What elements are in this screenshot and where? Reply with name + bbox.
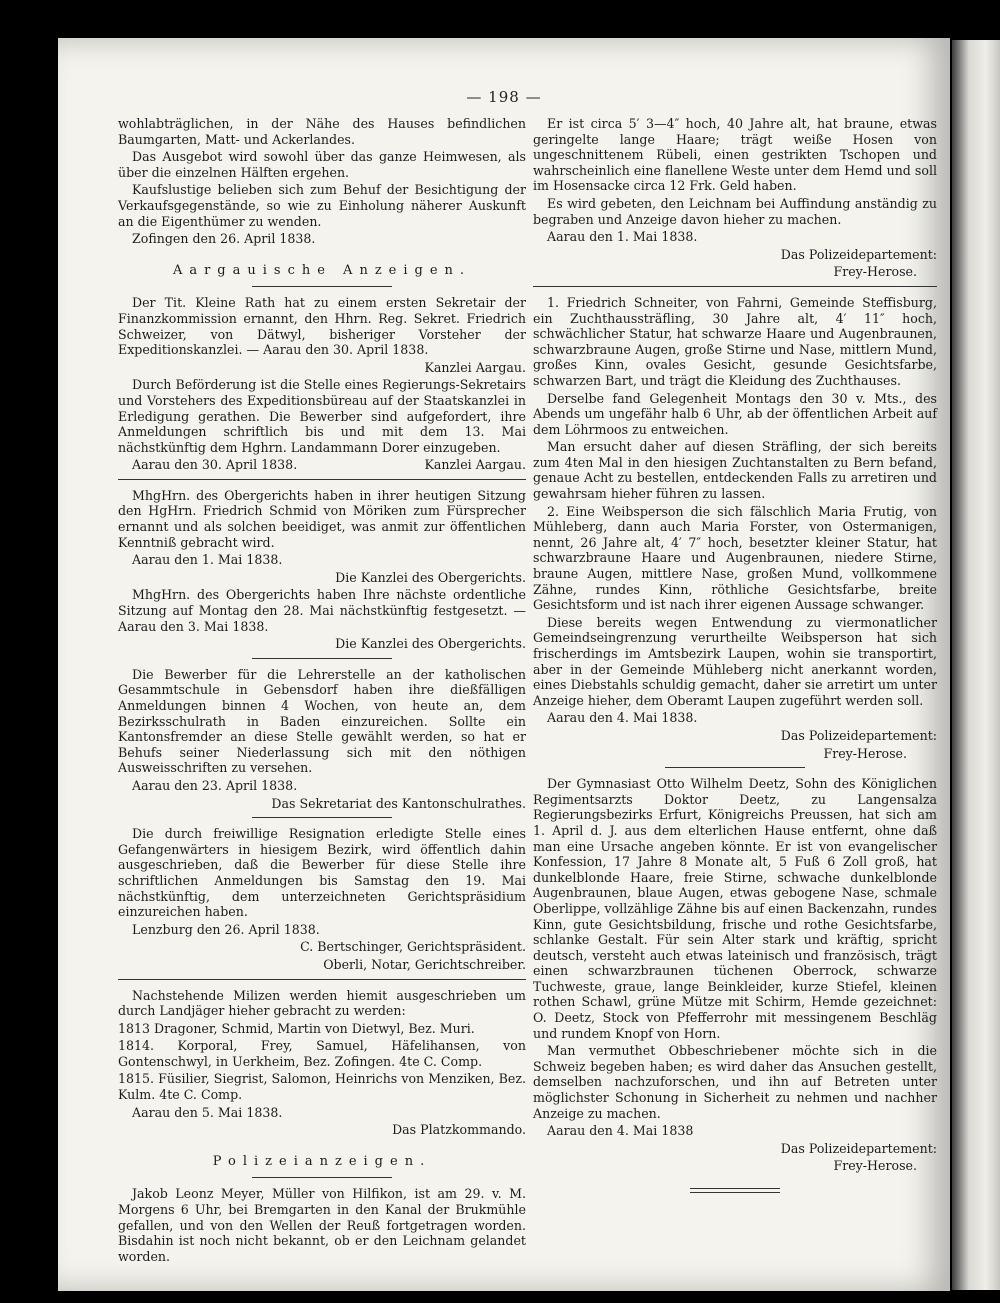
newspaper-page — [58, 38, 950, 1291]
signature: C. Bertschinger, Gerichtspräsident. — [300, 939, 526, 955]
signature: Frey-Herose. — [823, 745, 907, 761]
notice-text: Es wird gebeten, den Leichnam bei Auffindung anständig zu begraben und Anzeige davon hieher zu machen. — [533, 195, 937, 227]
signature: Kanzlei Aargau. — [424, 359, 526, 375]
divider — [118, 479, 526, 480]
notice-text: Man vermuthet Obbeschriebener möchte sich in die Schweiz begeben haben; es wird daher das Ansuchen gestellt, demselben nachzuforschen, und ihn auf Betreten unter möglichster Schonung in Sicherheit zu nehmen und nachher Anzeige zu machen. — [533, 1043, 937, 1121]
page-edge — [952, 40, 1000, 1290]
notice-text: Derselbe fand Gelegenheit Montags den 30 v. Mts., des Abends um ungefähr halb 6 Uhr, ab der öffentlichen Arbeit auf dem Löhrmoos zu entweichen. — [533, 390, 937, 437]
date-line: Aarau den 1. Mai 1838. — [547, 229, 698, 245]
divider — [252, 1177, 392, 1178]
notice-text: MhgHrn. des Obergerichts haben Ihre nächste ordentliche Sitzung auf Montag den 28. Mai nächstkünftig festgesetzt. — Aarau den 3. Mai 1838. — [118, 587, 526, 634]
notice-text: Die durch freiwillige Resignation erledigte Stelle eines Gefangenwärters in hiesigem Bezirk, wird öffentlich dahin ausgeschrieben, daß die Bewerber für diese Stelle ihre schriftlichen Anmeldungen bis Samstag den 19. Mai nächstkünftig, dem unterzeichneten Gerichtspräsidium einzureichen haben. — [118, 826, 526, 920]
notice-text: 1. Friedrich Schneiter, von Fahrni, Gemeinde Steffisburg, ein Zuchthaussträfling, 30 Jahre alt, 4′ 11″ hoch, schwächlicher Statur, hat schwarze Haare und Augenbraunen, schwarzbraune Augen, große Stirne und Nase, mittlern Mund, großes Kinn, ovales Gesicht, gesunde Gesichtsfarbe, schwarzen Bart, und trägt die Kleidung des Zuchthauses. — [533, 294, 937, 388]
signature: Das Sekretariat des Kantonschulrathes. — [271, 795, 526, 811]
left-column — [118, 116, 526, 1266]
intro-paragraph: Kaufslustige belieben sich zum Behuf der Besichtigung der Verkaufsgegenstände, so wie zu Einholung näherer Auskunft an die Eigenthümer zu wenden. — [118, 182, 526, 229]
divider — [252, 817, 392, 818]
signature: Kanzlei Aargau. — [424, 457, 526, 473]
notice-text: Jakob Leonz Meyer, Müller von Hilfikon, ist am 29. v. M. Morgens 6 Uhr, bei Bremgarten in den Kanal der Brukmühle gefallen, und von den Wellen der Reuß fortgetragen worden. Bisdahin ist noch nicht bekannt, ob er den Leichnam gelandet worden. — [118, 1186, 526, 1264]
signature: Das Platzkommando. — [392, 1122, 526, 1138]
page-number: — 198 — — [466, 88, 542, 106]
right-column — [533, 116, 937, 1207]
date-line: Aarau den 30. April 1838. — [132, 457, 298, 473]
intro-paragraph: wohlabträglichen, in der Nähe des Hauses befindlichen Baumgarten, Matt- und Ackerlandes. — [118, 116, 526, 147]
date-line: Zofingen den 26. April 1838. — [132, 231, 316, 247]
notice-text: Durch Beförderung ist die Stelle eines Regierungs-Sekretairs und Vorstehers des Expeditionsbüreau auf der Staatskanzlei in Erledigung gerathen. Die Bewerber sind aufgefordert, ihre Anmeldungen schriftlich bis und mit dem 13. Mai nächstkünftig dem Hghrn. Landammann Dorer einzugeben. — [118, 377, 526, 455]
notice-text: Man ersucht daher auf diesen Sträfling, der sich bereits zum 4ten Mal in den hiesigen Zuchtanstalten zu Bern befand, genaue Acht zu bestellen, entdeckenden Falls zu arretiren und gewahrsam hieher führen zu lassen. — [533, 439, 937, 502]
signature: Oberli, Notar, Gerichtschreiber. — [323, 956, 526, 972]
militia-entry: 1815. Füsilier, Siegrist, Salomon, Heinrichs von Menziken, Bez. Kulm. 4te C. Comp. — [118, 1071, 526, 1103]
date-line: Aarau den 23. April 1838. — [132, 777, 298, 793]
intro-paragraph: Das Ausgebot wird sowohl über das ganze Heimwesen, als über die einzelnen Hälften ergehen. — [118, 149, 526, 180]
notice-text: Er ist circa 5′ 3—4″ hoch, 40 Jahre alt, hat braune, etwas geringelte lange Haare; trägt weiße Hosen von ungeschnittenem Rübeli, einen gestrikten Tschopen und wahrscheinlich eine flanellene Weste unter dem Hemd und soll im Hosensacke circa 12 Frk. Geld haben. — [533, 116, 937, 194]
signature: Das Polizeidepartement: — [780, 1140, 937, 1156]
militia-entry: 1814. Korporal, Frey, Samuel, Häfelihansen, von Gontenschwyl, in Uerkheim, Bez. Zofingen. 4te C. Comp. — [118, 1038, 526, 1069]
signature: Frey-Herose. — [833, 1158, 917, 1174]
date-line: Aarau den 1. Mai 1838. — [132, 552, 283, 568]
divider — [252, 286, 392, 287]
double-divider — [690, 1188, 780, 1193]
section-heading: Polizeianzeigen. — [212, 1153, 432, 1169]
divider — [118, 979, 526, 980]
divider — [252, 658, 392, 659]
militia-entry: 1813 Dragoner, Schmid, Martin von Dietwyl, Bez. Muri. — [118, 1020, 475, 1036]
notice-text: 2. Eine Weibsperson die sich fälschlich Maria Frutig, von Mühleberg, dann auch Maria Forster, von Ostermanigen, nennt, 26 Jahre alt, 4′ 7″ hoch, besetzter kleiner Statur, hat schwarzbraune Haare und Augenbraunen, niedere Stirne, braune Augen, mittlere Nase, großen Mund, vollkommene Zähne, rundes Kinn, röthliche Gesichtsfarbe, breite Gesichtsform und ist nach ihrer eigenen Aussage schwanger. — [533, 503, 937, 613]
signature: Die Kanzlei des Obergerichts. — [335, 636, 526, 652]
signature: Die Kanzlei des Obergerichts. — [335, 569, 526, 585]
date-line: Lenzburg den 26. April 1838. — [132, 921, 320, 937]
signature: Das Polizeidepartement: — [780, 246, 937, 262]
notice-text: MhgHrn. des Obergerichts haben in ihrer heutigen Sitzung den HgHrn. Friedrich Schmid von Möriken zum Fürsprecher ernannt und als solchen beeidiget, was anmit zur öffentlichen Kenntniß gebracht wird. — [118, 487, 526, 550]
date-line: Aarau den 5. Mai 1838. — [132, 1104, 283, 1120]
date-sign-line — [118, 457, 526, 473]
signature: Frey-Herose. — [833, 264, 917, 280]
notice-text: Nachstehende Milizen werden hiemit ausgeschrieben um durch Landjäger hieher gebracht zu werden: — [118, 987, 526, 1019]
date-line: Aarau den 4. Mai 1838. — [547, 710, 698, 726]
notice-text: Die Bewerber für die Lehrerstelle an der katholischen Gesammtschule in Gebensdorf haben ihre dießfälligen Anmeldungen binnen 4 Wochen, von heute an, dem Bezirksschulrath in Baden einzureichen. Sollte ein Kantonsfremder an diese Stelle gewählt werden, so hat er Behufs seiner Niederlassung sich mit den nöthigen Ausweisschriften zu versehen. — [118, 666, 526, 776]
divider — [533, 286, 937, 287]
section-heading: Aargauische Anzeigen. — [172, 262, 472, 278]
date-line: Aarau den 4. Mai 1838 — [547, 1123, 694, 1139]
divider — [665, 767, 805, 768]
notice-text: Der Tit. Kleine Rath hat zu einem ersten Sekretair der Finanzkommission ernannt, den Hhrn. Reg. Sekret. Friedrich Schweizer, von Dätwyl, bisheriger Vorsteher der Expeditionskanzlei. — Aarau den 30. April 1838. — [118, 295, 526, 358]
notice-text: Diese bereits wegen Entwendung zu viermonatlicher Gemeindseingrenzung verurtheilte Weibsperson hat sich frischerdings im Amtsbezirk Laupen, wohin sie transportirt, aber in der Gemeinde Mühleberg nicht anerkannt worden, eines Diebstahls schuldig gemacht, daher sie arretirt um unter Anzeige hieher, dem Oberamt Laupen zugeführt werden soll. — [533, 614, 937, 708]
notice-text: Der Gymnasiast Otto Wilhelm Deetz, Sohn des Königlichen Regimentsarzts Doktor Deetz, zu Langensalza Regierungsbezirks Erfurt, Königreichs Preussen, hat sich am 1. April d. J. aus dem elterlichen Hause entfernt, ohne daß man eine Ursache angeben könnte. Er ist von evangelischer Konfession, 17 Jahre 8 Monate alt, 5 Fuß 6 Zoll groß, hat dunkelblonde Haare, freie Stirne, schwache dunkelblonde Augenbraunen, blaue Augen, etwas gebogene Nase, schmale Oberlippe, vollzählige Zähne bis auf einen Backenzahn, rundes Kinn, gute Gesichtsbildung, frische und rothe Gesichtsfarbe, schlanke Gestalt. Für sein Alter stark und kräftig, spricht deutsch, versteht auch etwas lateinisch und französisch, trägt einen schwarzbraunen tüchenen Oberrock, schwarze Tuchweste, graue, lange Beinkleider, kurze Stiefel, kleinen rothen Schawl, grüne Mütze mit Schirm, Hemde gezeichnet: O. Deetz, Stock von Pfefferrohr mit messingenem Beschläg und rundem Knopf von Horn. — [533, 776, 937, 1041]
signature: Das Polizeidepartement: — [780, 727, 937, 743]
